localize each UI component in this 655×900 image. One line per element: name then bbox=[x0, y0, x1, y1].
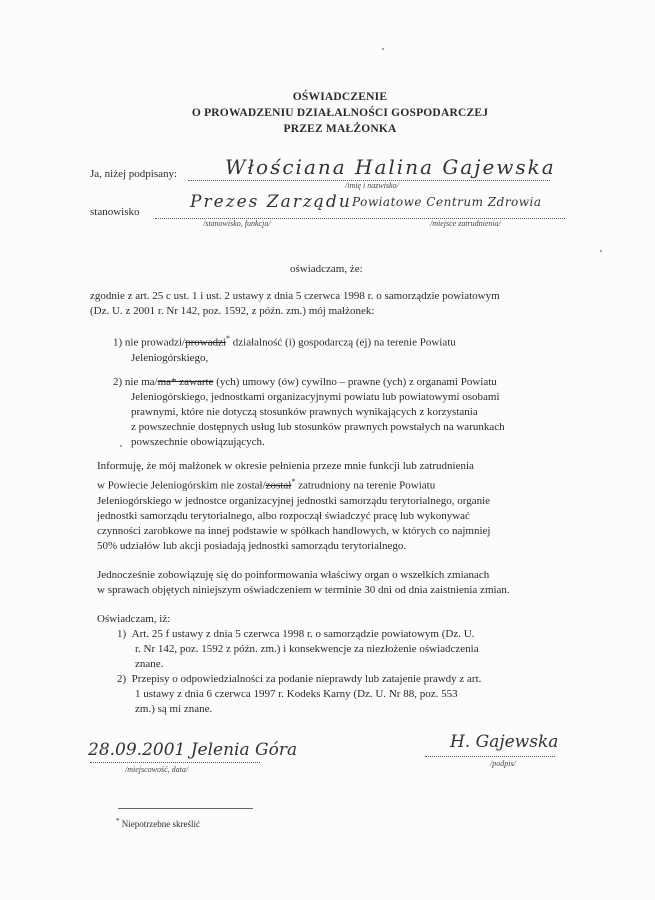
item-2-struck-text: ma* zawarte bbox=[157, 376, 214, 388]
declare-2-point-2-line-3: zm.) są mi znane. bbox=[135, 703, 213, 715]
inform-line-4: jednostki samorządu terytorialnego, albo rozpoczął świadczyć pracę lub wykonywać bbox=[97, 509, 470, 522]
item-2-line-5: powszechnie obowiązujących. bbox=[131, 436, 265, 448]
footnote-mark: * bbox=[116, 817, 120, 825]
position-label: stanowisko bbox=[90, 206, 140, 218]
item-1-line-2: Jeleniogórskiego, bbox=[131, 351, 209, 364]
position-workplace-caption: /miejsce zatrudnienia/ bbox=[430, 219, 501, 228]
inform-line-1: Informuję, że mój małżonek w okresie pełnienia przeze mnie funkcji lub zatrudnienia bbox=[97, 460, 474, 472]
obligation-line-1: Jednocześnie zobowiązuję się do poinformowania właściwy organ o wszelkich zmianach bbox=[97, 569, 490, 581]
place-date-dotted-line bbox=[90, 762, 260, 763]
inform-line-2-pre: w Powiecie Jeleniogórskim nie został/ bbox=[97, 479, 266, 492]
declare-2-heading: Oświadczam, iż: bbox=[97, 613, 171, 625]
declare-2-point-1 bbox=[117, 627, 479, 672]
place-date-handwritten: 28.09.2001 Jelenia Góra bbox=[88, 740, 298, 760]
obligation-paragraph bbox=[97, 568, 510, 598]
title-line-2: O PROWADZENIU DZIAŁALNOŚCI GOSPODARCZEJ bbox=[191, 107, 489, 119]
inform-line-2-post: zatrudniony na terenie Powiatu bbox=[295, 479, 436, 492]
signature-handwritten: H. Gajewska bbox=[450, 732, 559, 752]
signature-dotted-line bbox=[425, 756, 555, 757]
position-role-caption: /stanowisko, funkcja/ bbox=[203, 219, 271, 228]
title-line-3: PRZEZ MAŁŻONKA bbox=[283, 123, 397, 135]
obligation-line-2: w sprawach objętych niniejszym oświadczeniem w terminie 30 dni od dnia zaistnienia zmian. bbox=[97, 584, 510, 596]
footnote-text: Niepotrzebne skreślić bbox=[121, 819, 200, 829]
declare-2-point-1-line-2: r. Nr 142, poz. 1592 z późn. zm.) i konsekwencje za niezłożenie oświadczenia bbox=[135, 643, 479, 655]
declare-2-point-2-number: 2) bbox=[117, 673, 127, 685]
scan-speck bbox=[600, 250, 602, 252]
title-line-1: OŚWIADCZENIE bbox=[292, 91, 388, 103]
signer-label: Ja, niżej podpisany: bbox=[90, 168, 178, 180]
inform-line-5: czynności zarobkowe na innej podstawie w spółkach handlowych, w których co najmniej bbox=[97, 524, 491, 537]
item-2-line-4: z powszechnie dostępnych usług lub stosunków prawnych powstałych na warunkach bbox=[131, 421, 505, 433]
inform-line-6: 50% udziałów lub akcji posiadają jednostki samorządu terytorialnego. bbox=[97, 539, 407, 552]
item-2-number: 2) bbox=[113, 376, 123, 388]
inform-paragraph bbox=[97, 459, 490, 554]
item-1-struck-text: prowadzi bbox=[185, 336, 227, 349]
signer-caption: /imię i nazwisko/ bbox=[345, 181, 399, 190]
item-1-text-pre: nie prowadzi/ bbox=[124, 336, 186, 349]
position-role-handwritten: Prezes Zarządu bbox=[190, 192, 352, 212]
item-1 bbox=[113, 331, 456, 366]
declare-2-point-2-line-1: Przepisy o odpowiedzialności za podanie nieprawdy lub zatajenie prawdy z art. bbox=[131, 673, 482, 685]
document-title bbox=[150, 89, 530, 137]
item-2-text-post: (ych) umowy (ów) cywilno – prawne (ych) z organami Powiatu bbox=[213, 376, 497, 388]
item-2-line-3: prawnymi, które nie dotyczą stosunków prawnych wynikających z korzystania bbox=[131, 406, 478, 418]
declare-2-point-1-number: 1) bbox=[117, 628, 127, 640]
item-2-text-pre: nie ma/ bbox=[124, 376, 158, 388]
item-2 bbox=[113, 375, 505, 450]
item-2-line-2: Jeleniogórskiego, jednostkami organizacyjnymi powiatu lub powiatowymi osobami bbox=[131, 391, 500, 403]
footnote-rule bbox=[118, 808, 253, 809]
declare-2-point-1-line-3: znane. bbox=[135, 658, 164, 670]
declare-2-point-1-line-1: Art. 25 f ustawy z dnia 5 czerwca 1998 r. o samorządzie powiatowym (Dz. U. bbox=[131, 628, 475, 640]
declare-2-point-2 bbox=[117, 672, 481, 717]
item-1-footnote-mark: * bbox=[226, 334, 231, 343]
footnote bbox=[116, 817, 200, 829]
declare-heading: oświadczam, że: bbox=[290, 263, 363, 275]
inform-footnote-mark: * bbox=[291, 477, 296, 486]
item-1-number: 1) bbox=[113, 336, 123, 349]
inform-line-3: Jeleniogórskiego w jednostce organizacyjnej jednostki samorządu terytorialnego, organie bbox=[97, 494, 491, 507]
inform-line-2-struck: został bbox=[265, 479, 292, 492]
place-date-caption: /miejscowość, data/ bbox=[125, 765, 189, 774]
signer-name-handwritten: Włościana Halina Gajewska bbox=[225, 155, 556, 179]
scan-speck bbox=[120, 445, 122, 447]
signature-caption: /podpis/ bbox=[490, 759, 516, 768]
intro-line-1: zgodnie z art. 25 c ust. 1 i ust. 2 ustawy z dnia 5 czerwca 1998 r. o samorządzie powiatowym bbox=[90, 290, 500, 302]
position-workplace-handwritten: Powiatowe Centrum Zdrowia bbox=[352, 195, 542, 209]
intro-line-2: (Dz. U. z 2001 r. Nr 142, poz. 1592, z późn. zm.) mój małżonek: bbox=[90, 305, 375, 317]
intro-paragraph bbox=[90, 289, 500, 319]
scan-speck bbox=[382, 48, 384, 50]
item-1-text-post: działalność (i) gospodarczą (ej) na terenie Powiatu bbox=[230, 336, 456, 349]
declare-2-point-2-line-2: 1 ustawy z dnia 6 czerwca 1997 r. Kodeks Karny (Dz. U. Nr 88, poz. 553 bbox=[135, 688, 458, 700]
